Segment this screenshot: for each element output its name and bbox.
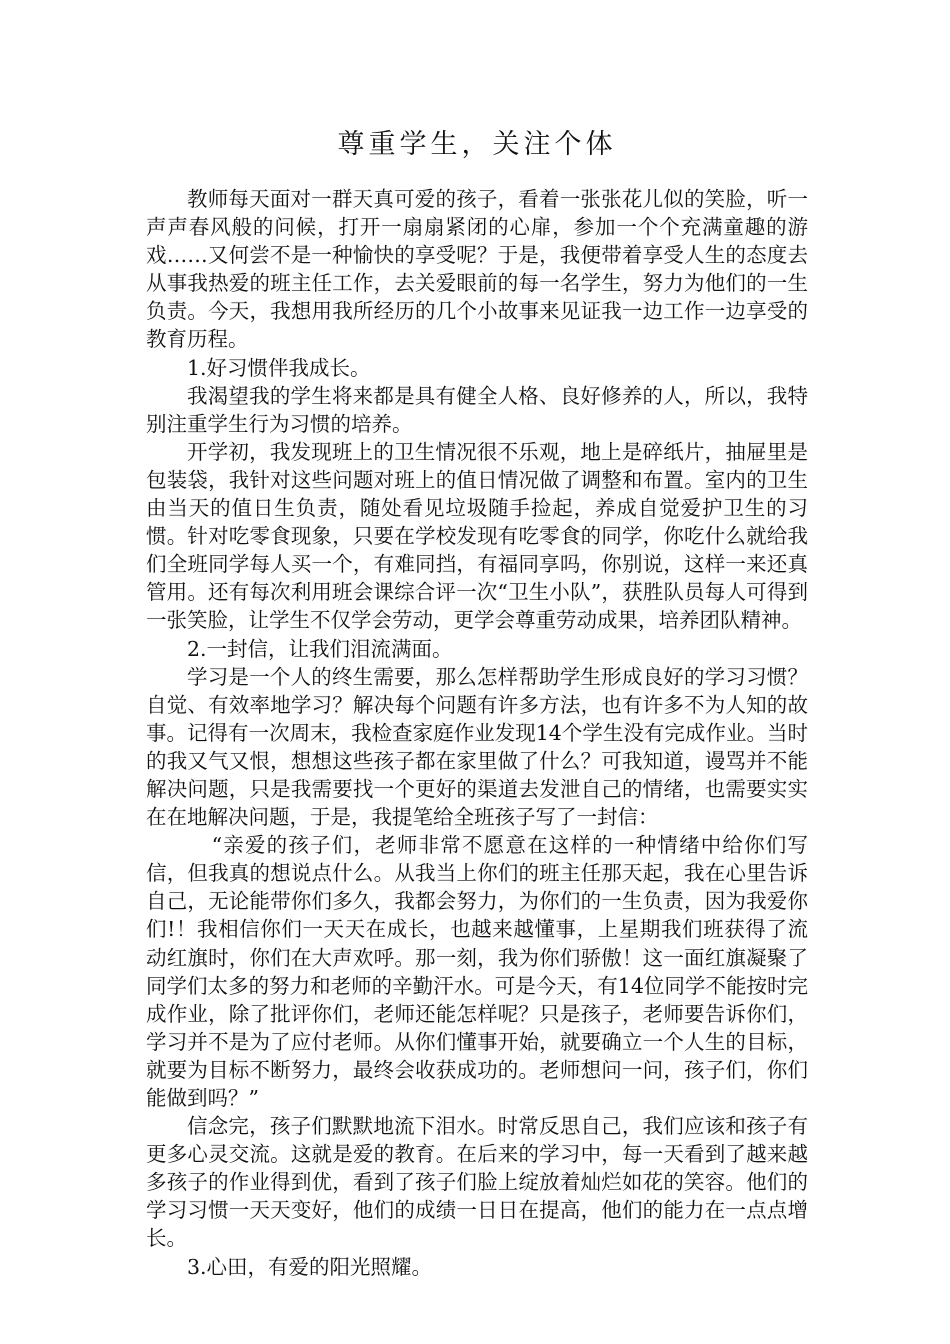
section-heading-3: 3.心田，有爱的阳光照耀。	[187, 1254, 433, 1279]
paragraph-reflection: 信念完，孩子们默默地流下泪水。时常反思自己，我们应该和孩子有更多心灵交流。这就是爱的教育。在后来的学习中，每一天看到了越来越多孩子的作业得到优，看到了孩子们脸上绽放着灿烂如花的笑容。他们的学习习惯一天天变好，他们的成绩一日日在提高，他们的能力在一点点增长。	[146, 1114, 808, 1251]
paragraph-study-habits: 学习是一个人的终生需要，那么怎样帮助学生形成良好的学习习惯？自觉、有效率地学习？解决每个问题有许多方法，也有许多不为人知的故事。记得有一次周末，我检查家庭作业发现14个学生没有完成作业。当时的我又气又恨，想想这些孩子都在家里做了什么？可我知道，谩骂并不能解决问题，只是我需要找一个更好的渠道去发泄自己的情绪，也需要实实在在地解决问题，于是，我提笔给全班孩子写了一封信：	[146, 664, 808, 830]
paragraph-letter: “亲爱的孩子们，老师非常不愿意在这样的一种情绪中给你们写信，但我真的想说点什么。从我当上你们的班主任那天起，我在心里告诉自己，无论能带你们多久，我都会努力，为你们的一生负责，因为我爱你们!！我相信你们一天天在成长，也越来越懂事，上星期我们班获得了流动红旗时，你们在大声欢呼。那一刻，我为你们骄傲！这一面红旗凝聚了同学们太多的努力和老师的辛勤汗水。可是今天，有14位同学不能按时完成作业，除了批评你们，老师还能怎样呢？只是孩子，老师要告诉你们，学习并不是为了应付老师。从你们懂事开始，就要确立一个人生的目标，就要为目标不断努力，最终会收获成功的。老师想问一问，孩子们，你们能做到吗？”	[146, 833, 808, 1110]
document-page	[146, 125, 808, 1281]
section-heading-2: 2.一封信，让我们泪流满面。	[187, 636, 453, 661]
document-title: 尊重学生，关注个体	[337, 129, 617, 160]
paragraph-hygiene: 开学初，我发现班上的卫生情况很不乐观，地上是碎纸片，抽屉里是包装袋，我针对这些问题对班上的值日情况做了调整和布置。室内的卫生由当天的值日生负责，随处看见垃圾随手捡起，养成自觉爱护卫生的习惯。针对吃零食现象，只要在学校发现有吃零食的同学，你吃什么就给我们全班同学每人买一个，有难同挡，有福同享吗，你别说，这样一来还真管用。还有每次利用班会课综合评一次“卫生小队”，获胜队员每人可得到一张笑脸，让学生不仅学会劳动，更学会尊重劳动成果，培养团队精神。	[146, 439, 808, 633]
section-heading-1: 1.好习惯伴我成长。	[187, 355, 371, 380]
paragraph-intro: 教师每天面对一群天真可爱的孩子，看着一张张花儿似的笑脸，听一声声春风般的问候，打开一扇扇紧闭的心扉，参加一个个充满童趣的游戏……又何尝不是一种愉快的享受呢？于是，我便带着享受人生的态度去从事我热爱的班主任工作，去关爱眼前的每一名学生，努力为他们的一生负责。今天，我想用我所经历的几个小故事来见证我一边工作一边享受的教育历程。	[146, 187, 808, 352]
paragraph-habits-goal: 我渴望我的学生将来都是具有健全人格、良好修养的人，所以，我特别注重学生行为习惯的培养。	[146, 383, 808, 436]
